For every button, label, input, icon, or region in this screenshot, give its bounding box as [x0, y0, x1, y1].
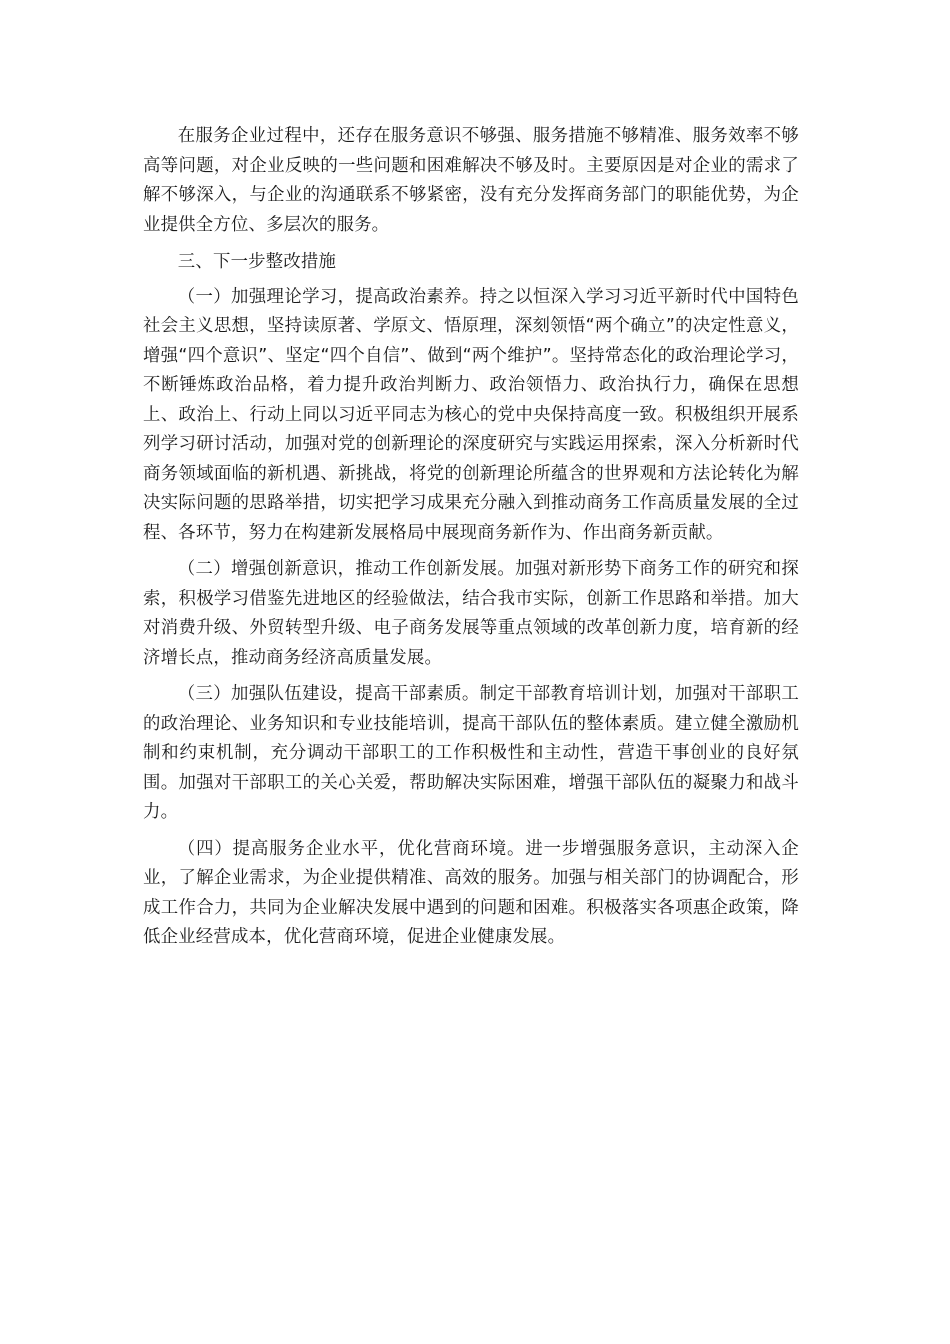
paragraph-measure-4: （四）提高服务企业水平，优化营商环境。进一步增强服务意识，主动深入企业，了解企业需求，为企业提供精准、高效的服务。加强与相关部门的协调配合，形成工作合力，共同为企业解决发展中遇到的问题和困难。积极落实各项惠企政策，降低企业经营成本，优化营商环境，促进企业健康发展。	[143, 838, 799, 947]
document-page	[143, 122, 799, 960]
paragraph-measure-2: （二）增强创新意识，推动工作创新发展。加强对新形势下商务工作的研究和探索，积极学习借鉴先进地区的经验做法，结合我市实际，创新工作思路和举措。加大对消费升级、外贸转型升级、电子商务发展等重点领域的改革创新力度，培育新的经济增长点，推动商务经济高质量发展。	[143, 559, 799, 668]
paragraph-service-problems: 在服务企业过程中，还存在服务意识不够强、服务措施不够精准、服务效率不够高等问题，对企业反映的一些问题和困难解决不够及时。主要原因是对企业的需求了解不够深入，与企业的沟通联系不够紧密，没有充分发挥商务部门的职能优势，为企业提供全方位、多层次的服务。	[143, 126, 799, 235]
section-heading-rectification: 三、下一步整改措施	[177, 252, 337, 272]
paragraph-measure-3: （三）加强队伍建设，提高干部素质。制定干部教育培训计划，加强对干部职工的政治理论、业务知识和专业技能培训，提高干部队伍的整体素质。建立健全激励机制和约束机制，充分调动干部职工的工作积极性和主动性，营造干事创业的良好氛围。加强对干部职工的关心关爱，帮助解决实际困难，增强干部队伍的凝聚力和战斗力。	[143, 684, 799, 822]
paragraph-measure-1: （一）加强理论学习，提高政治素养。持之以恒深入学习习近平新时代中国特色社会主义思想，坚持读原著、学原文、悟原理，深刻领悟“两个确立”的决定性意义，增强“四个意识”、坚定“四个自信”、做到“两个维护”。坚持常态化的政治理论学习，不断锤炼政治品格，着力提升政治判断力、政治领悟力、政治执行力，确保在思想上、政治上、行动上同以习近平同志为核心的党中央保持高度一致。积极组织开展系列学习研讨活动，加强对党的创新理论的深度研究与实践运用探索，深入分析新时代商务领域面临的新机遇、新挑战，将党的创新理论所蕴含的世界观和方法论转化为解决实际问题的思路举措，切实把学习成果充分融入到推动商务工作高质量发展的全过程、各环节，努力在构建新发展格局中展现商务新作为、作出商务新贡献。	[143, 286, 799, 543]
